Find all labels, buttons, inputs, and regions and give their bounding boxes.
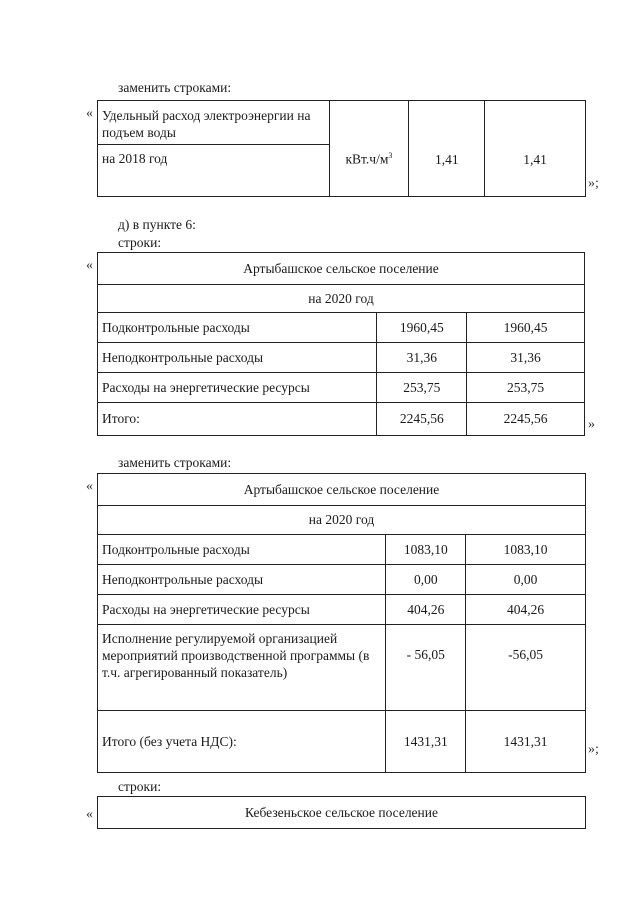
close-quote: »; [588, 742, 599, 757]
open-quote: « [86, 807, 93, 822]
row-value: 31,36 [467, 343, 585, 373]
table-row [98, 625, 586, 711]
row-value: 0,00 [466, 565, 586, 595]
open-quote: « [86, 258, 93, 273]
row-value: 404,26 [386, 595, 466, 625]
row-label: Итого: [98, 403, 377, 436]
table-year: на 2020 год [98, 285, 585, 313]
item-heading: д) в пункте 6: [118, 217, 196, 232]
row-value: 1960,45 [467, 313, 585, 343]
row-value: 404,26 [466, 595, 586, 625]
table-row [98, 595, 586, 625]
row-label: Итого (без учета НДС): [98, 711, 386, 773]
row-label: Неподконтрольные расходы [98, 343, 377, 373]
row-value: 1083,10 [386, 535, 466, 565]
row-value: 1960,45 [377, 313, 467, 343]
table-title: Кебезеньское сельское поселение [98, 797, 586, 829]
close-quote: » [588, 417, 595, 432]
table-row [98, 711, 586, 773]
open-quote: « [86, 479, 93, 494]
table-artybash-old [97, 252, 585, 436]
row-value: - 56,05 [386, 625, 466, 711]
table-water-energy [97, 100, 586, 197]
close-quote: »; [588, 176, 599, 191]
table-kebezen [97, 796, 586, 829]
table-title: Артыбашское сельское поселение [98, 474, 586, 506]
table-cell-value: 1,41 [409, 101, 485, 197]
section4-intro: строки: [118, 779, 162, 794]
table-cell-label: Удельный расход электроэнергии на подъем воды [98, 101, 330, 145]
section1-intro: заменить строками: [118, 80, 232, 95]
row-value: 1431,31 [386, 711, 466, 773]
section3-intro: заменить строками: [118, 455, 232, 470]
section2-intro: строки: [118, 235, 162, 250]
row-value: 1083,10 [466, 535, 586, 565]
table-row [98, 535, 586, 565]
table-cell-unit: $кВт.ч/м^3$ [329, 101, 409, 197]
row-value: 253,75 [377, 373, 467, 403]
row-value: 31,36 [377, 343, 467, 373]
table-row [98, 403, 585, 436]
row-label: Расходы на энергетические ресурсы [98, 595, 386, 625]
row-value: 253,75 [467, 373, 585, 403]
row-value: 2245,56 [467, 403, 585, 436]
row-value: 2245,56 [377, 403, 467, 436]
table-row [98, 313, 585, 343]
open-quote: « [86, 106, 93, 121]
table-cell-value: 1,41 [485, 101, 586, 197]
row-value: 0,00 [386, 565, 466, 595]
row-label: Подконтрольные расходы [98, 535, 386, 565]
row-label: Подконтрольные расходы [98, 313, 377, 343]
row-label: Расходы на энергетические ресурсы [98, 373, 377, 403]
table-title: Артыбашское сельское поселение [98, 253, 585, 285]
table-year: на 2020 год [98, 506, 586, 535]
table-artybash-new [97, 473, 586, 773]
row-label: Исполнение регулируемой организацией мероприятий производственной программы (в т.ч. агрегированный показатель) [98, 625, 386, 711]
table-row [98, 343, 585, 373]
table-cell-label: на 2018 год [98, 145, 330, 197]
table-row [98, 565, 586, 595]
row-value: 1431,31 [466, 711, 586, 773]
row-value: -56,05 [466, 625, 586, 711]
table-row [98, 373, 585, 403]
row-label: Неподконтрольные расходы [98, 565, 386, 595]
